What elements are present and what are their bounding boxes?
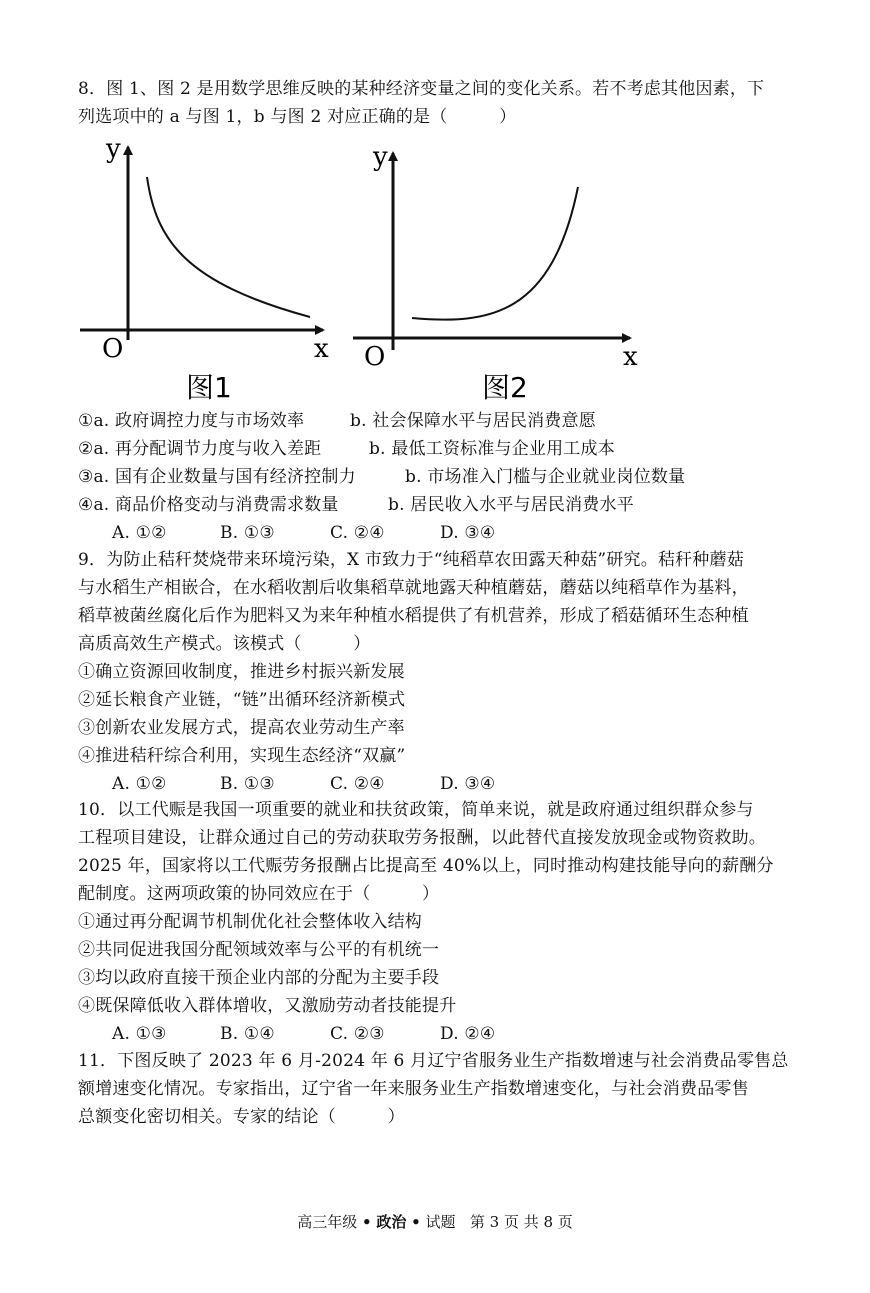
q8-option-a: ②a. 再分配调节力度与收入差距	[78, 439, 322, 459]
q8-option-b: b. 最低工资标准与企业用工成本	[369, 439, 615, 459]
fig1-x-label: x	[314, 334, 329, 364]
q10-stem-line: 2025 年，国家将以工代赈劳务报酬占比提高至 40%以上，同时推动构建技能导向的薪酬分	[78, 856, 774, 876]
page-footer	[0, 1212, 870, 1232]
q10-option: ③均以政府直接干预企业内部的分配为主要手段	[78, 968, 440, 988]
q10-answer-c: C. ②③	[330, 1024, 385, 1044]
q8-answer-b: B. ①③	[220, 523, 275, 543]
fig2-origin-label: O	[364, 342, 386, 372]
q8-answer-a: A. ①②	[112, 523, 167, 543]
fig1-y-label: y	[106, 135, 121, 164]
q10-option: ②共同促进我国分配领域效率与公平的有机统一	[78, 940, 440, 960]
q10-option: ①通过再分配调节机制优化社会整体收入结构	[78, 912, 422, 932]
q11-stem-line: 11．下图反映了 2023 年 6 月-2024 年 6 月辽宁省服务业生产指数增速与社会消费品零售总	[78, 1051, 789, 1071]
q10-answer-d: D. ②④	[440, 1024, 496, 1044]
q8-option-b: b. 居民收入水平与居民消费水平	[388, 495, 634, 515]
footer-kind: 试题	[425, 1213, 456, 1231]
footer-subject: 政治	[376, 1213, 407, 1231]
footer-grade: 高三年级	[297, 1213, 358, 1231]
figure-1	[80, 135, 329, 404]
q10-answer-a: A. ①③	[112, 1024, 167, 1044]
q9-option: ③创新农业发展方式，提高农业劳动生产率	[78, 718, 405, 738]
q8-figures	[70, 135, 650, 410]
footer-page-info: 第 3 页 共 8 页	[469, 1213, 573, 1231]
q10-option: ④既保障低收入群体增收，又激励劳动者技能提升	[78, 996, 457, 1016]
q8-option-row	[78, 466, 686, 488]
figure-2	[353, 142, 638, 404]
fig1-caption: 图1	[186, 371, 232, 404]
q8-option-a: ③a. 国有企业数量与国有经济控制力	[78, 467, 356, 487]
q9-option: ①确立资源回收制度，推进乡村振兴新发展	[78, 662, 405, 682]
q11-stem-line: 额增速变化情况。专家指出，辽宁省一年来服务业生产指数增速变化，与社会消费品零售	[78, 1079, 749, 1099]
q9-answer-b: B. ①③	[220, 774, 275, 794]
q9-answer-c: C. ②④	[330, 774, 385, 794]
q8-option-b: b. 社会保障水平与居民消费意愿	[350, 411, 596, 431]
q11-stem-line: 总额变化密切相关。专家的结论（ ）	[78, 1107, 405, 1127]
fig2-x-label: x	[623, 342, 638, 372]
q10-stem-line: 工程项目建设，让群众通过自己的劳动获取劳务报酬，以此替代直接发放现金或物资救助。	[78, 828, 766, 848]
q9-stem-line: 高质高效生产模式。该模式（ ）	[78, 634, 371, 654]
q9-option: ②延长粮食产业链，“链”出循环经济新模式	[78, 690, 406, 710]
footer-dot: •	[411, 1213, 421, 1231]
footer-dot: •	[361, 1213, 372, 1231]
q8-answer-d: D. ③④	[440, 523, 496, 543]
q8-stem-line: 列选项中的 a 与图 1，b 与图 2 对应正确的是（ ）	[78, 107, 517, 127]
fig2-y-label: y	[373, 142, 388, 172]
q9-answer-d: D. ③④	[440, 774, 496, 794]
q9-stem-line: 稻草被菌丝腐化后作为肥料又为来年种植水稻提供了有机营养，形成了稻菇循环生态种植	[78, 606, 749, 626]
fig1-origin-label: O	[102, 334, 124, 364]
q10-stem-line: 配制度。这两项政策的协同效应在于（ ）	[78, 884, 440, 904]
q10-answer-b: B. ①④	[220, 1024, 275, 1044]
q8-option-b: b. 市场准入门槛与企业就业岗位数量	[405, 467, 686, 487]
q9-stem-line: 与水稻生产相嵌合，在水稻收割后收集稻草就地露天种植蘑菇，蘑菇以纯稻草作为基料，	[78, 578, 749, 598]
q8-option-row	[78, 438, 615, 460]
q8-option-a: ④a. 商品价格变动与消费需求数量	[78, 495, 339, 515]
q9-answer-a: A. ①②	[112, 774, 167, 794]
q8-option-row	[78, 410, 596, 432]
fig2-caption: 图2	[482, 371, 528, 404]
q8-stem-line: 8．图 1、图 2 是用数学思维反映的某种经济变量之间的变化关系。若不考虑其他因素，下	[78, 79, 765, 99]
fig1-curve	[147, 177, 310, 317]
q8-answer-c: C. ②④	[330, 523, 385, 543]
q8-option-a: ①a. 政府调控力度与市场效率	[78, 411, 305, 431]
q9-option: ④推进秸秆综合利用，实现生态经济“双赢”	[78, 746, 406, 766]
q10-stem-line: 10．以工代赈是我国一项重要的就业和扶贫政策，简单来说，就是政府通过组织群众参与	[78, 800, 754, 820]
fig2-curve	[412, 187, 578, 320]
q8-option-row	[78, 494, 634, 516]
q9-stem-line: 9．为防止秸秆焚烧带来环境污染，X 市致力于“纯稻草农田露天种菇”研究。秸秆种蘑菇	[78, 550, 744, 570]
